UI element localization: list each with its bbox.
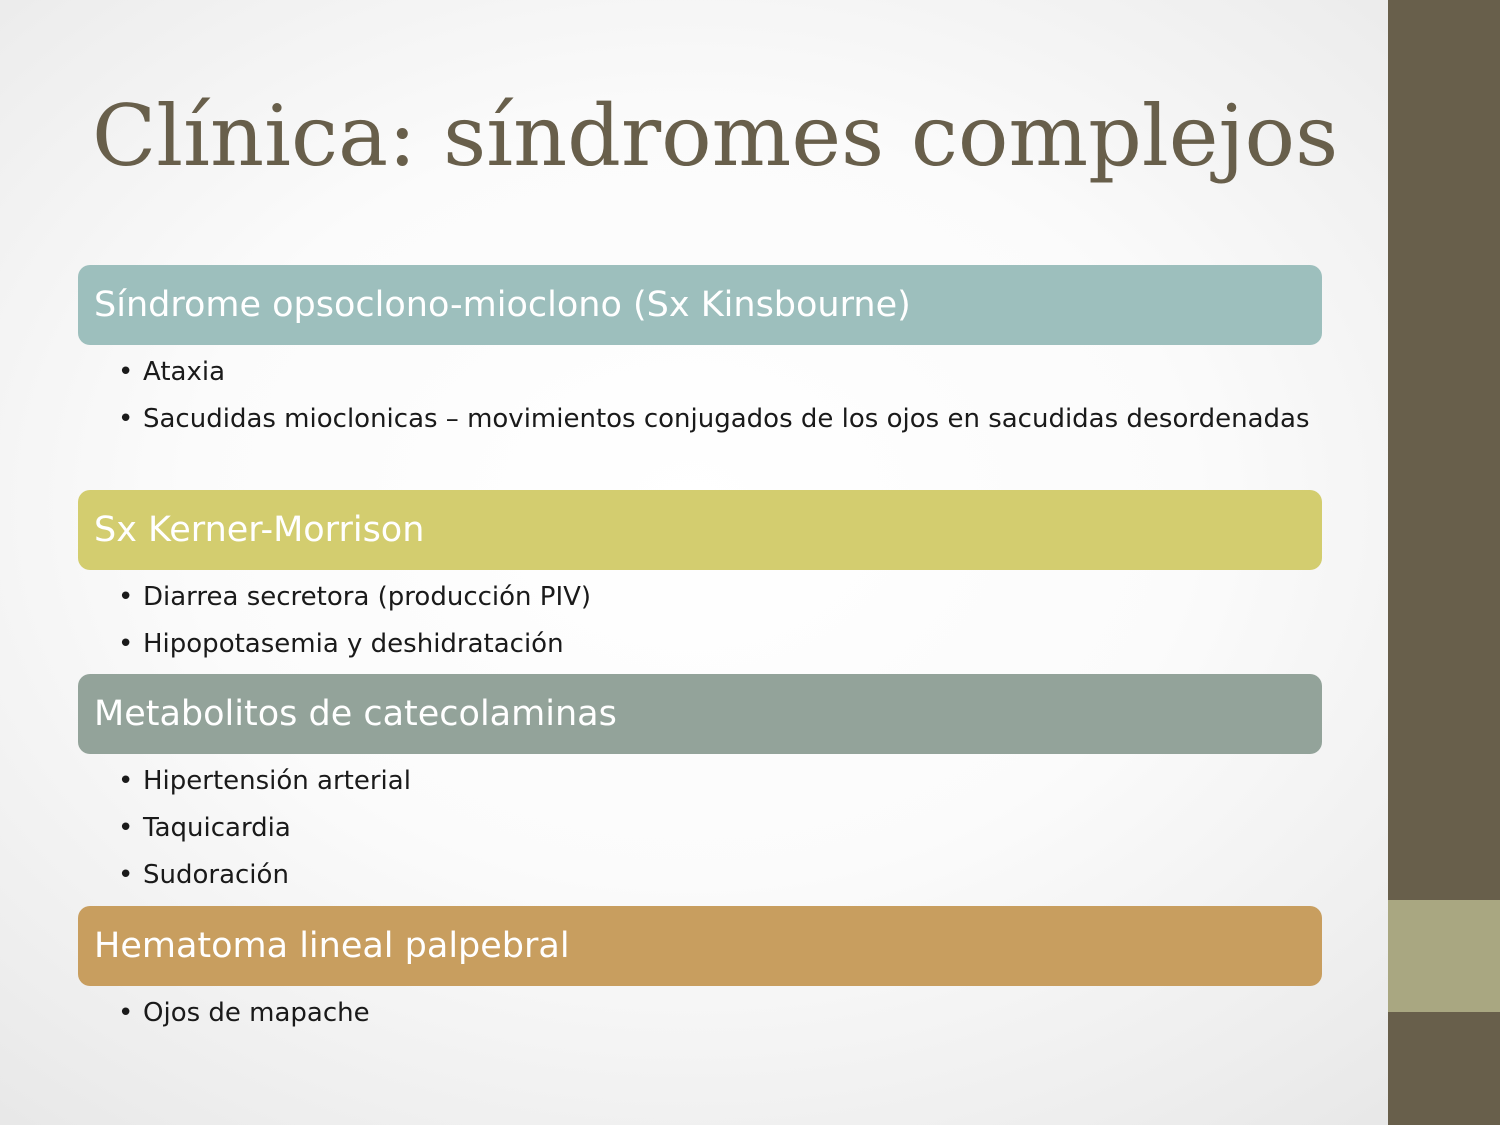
section-hematoma-palpebral [78,906,1322,1041]
bullet-list [78,570,1322,663]
bullet-list [78,754,1322,894]
section-metabolitos-catecolaminas [78,674,1322,903]
section-header [78,906,1322,986]
bullet-item: • Sacudidas mioclonicas – movimientos conjugados de los ojos en sacudidas desordenadas [118,400,1322,438]
section-heading: Hematoma lineal palpebral [94,926,570,966]
bullet-item: • Diarrea secretora (producción PIV) [118,578,1322,616]
bullet-item: • Hipopotasemia y deshidratación [118,625,1322,663]
bullet-list [78,986,1322,1032]
bullet-item: • Hipertensión arterial [118,762,1322,800]
section-kerner-morrison [78,490,1322,672]
bullet-item: • Taquicardia [118,809,1322,847]
section-header [78,674,1322,754]
bullet-list [78,345,1322,438]
section-heading: Sx Kerner-Morrison [94,510,425,550]
section-header [78,490,1322,570]
bullet-item: • Ojos de mapache [118,994,1322,1032]
section-header [78,265,1322,345]
section-heading: Síndrome opsoclono-mioclono (Sx Kinsbourne) [94,285,911,325]
section-heading: Metabolitos de catecolaminas [94,694,617,734]
slide-title: Clínica: síndromes complejos [92,87,1339,185]
bullet-item: • Ataxia [118,353,1322,391]
section-opsoclono-mioclono [78,265,1322,447]
side-accent-block [1388,900,1500,1012]
bullet-item: • Sudoración [118,856,1322,894]
